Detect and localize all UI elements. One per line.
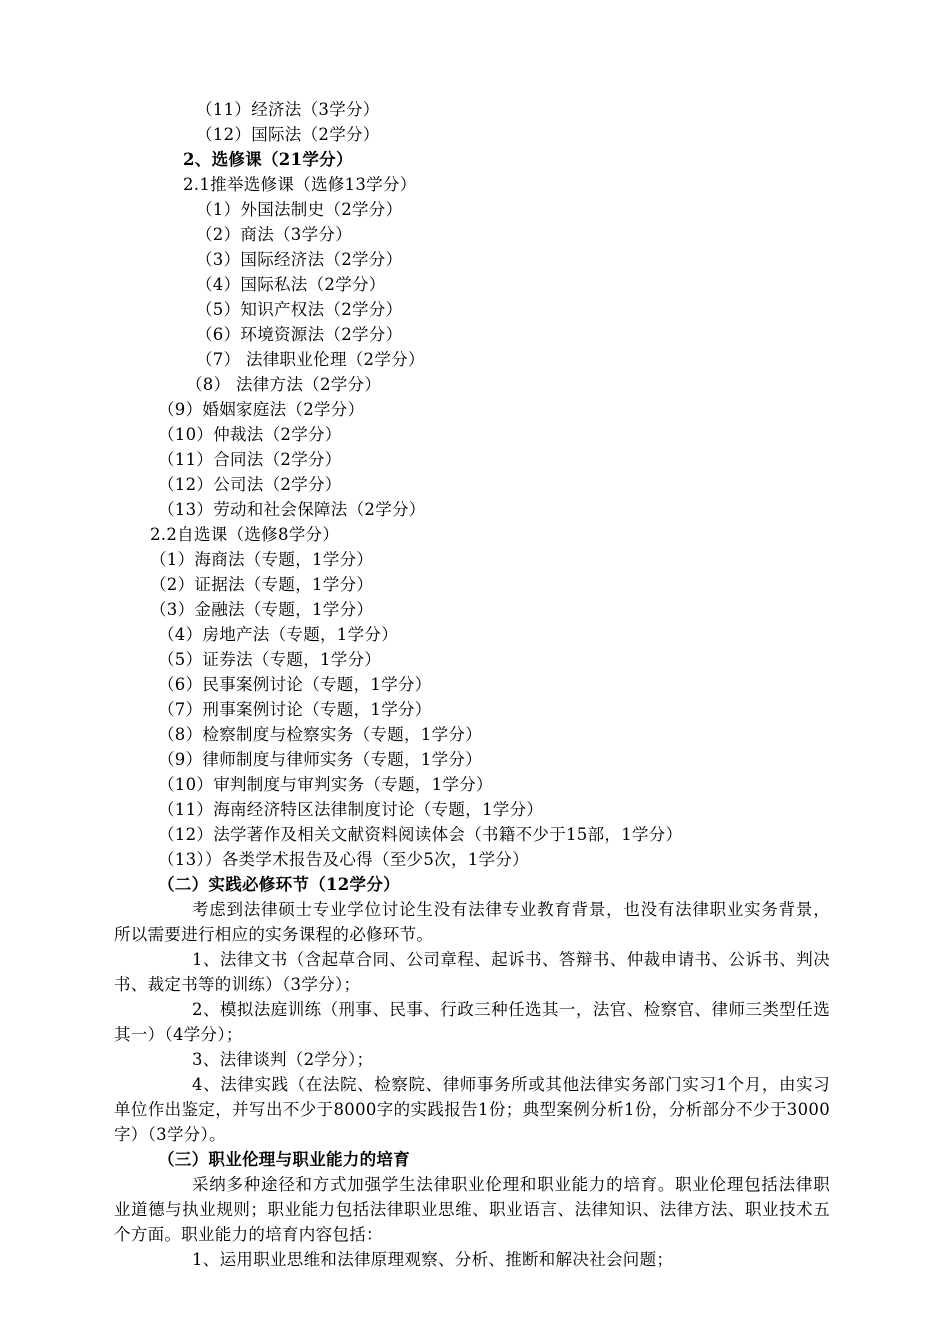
- paragraph-ethics-intro: 采纳多种途径和方式加强学生法律职业伦理和职业能力的培育。职业伦理包括法律职业道德与执业规则；职业能力包括法律职业思维、职业语言、法律知识、法律方法、职业技术五个方面。职业能力的培育内容包括：: [114, 1175, 830, 1244]
- list-item: （3）国际经济法（2学分）: [196, 250, 403, 269]
- list-item: （1）外国法制史（2学分）: [196, 200, 403, 219]
- list-item: （3）金融法（专题，1学分）: [150, 600, 374, 619]
- list-item: （13））各类学术报告及心得（至少5次，1学分）: [158, 850, 529, 869]
- list-item: （10）仲裁法（2学分）: [158, 425, 342, 444]
- list-item: （10）审判制度与审判实务（专题，1学分）: [158, 775, 493, 794]
- list-item: （7） 法律职业伦理（2学分）: [196, 350, 425, 369]
- subsection-heading-self-selected: 2.2自选课（选修8学分）: [150, 525, 340, 544]
- list-item: （11）合同法（2学分）: [158, 450, 342, 469]
- list-item: （5）知识产权法（2学分）: [196, 300, 403, 319]
- list-item: （8）检察制度与检察实务（专题，1学分）: [158, 725, 482, 744]
- list-item: （8） 法律方法（2学分）: [186, 375, 382, 394]
- list-item: （9）律师制度与律师实务（专题，1学分）: [158, 750, 482, 769]
- course-item-international-law: （12）国际法（2学分）: [196, 125, 380, 144]
- paragraph-negotiation: 3、法律谈判（2学分）；: [192, 1050, 374, 1069]
- paragraph-practice-intro: 考虑到法律硕士专业学位讨论生没有法律专业教育背景，也没有法律职业实务背景，所以需要进行相应的实务课程的必修环节。: [114, 900, 830, 944]
- list-item: （5）证券法（专题，1学分）: [158, 650, 382, 669]
- list-item: （12）法学著作及相关文献资料阅读体会（书籍不少于15部，1学分）: [158, 825, 683, 844]
- list-item: （4）国际私法（2学分）: [196, 275, 386, 294]
- paragraph-legal-documents: 1、法律文书（含起草合同、公司章程、起诉书、答辩书、仲裁申请书、公诉书、判决书、裁定书等的训练）（3学分）；: [114, 950, 830, 994]
- list-item: （2）商法（3学分）: [196, 225, 352, 244]
- subsection-heading-recommended: 2.1推举选修课（选修13学分）: [183, 175, 417, 194]
- list-item: （6）环境资源法（2学分）: [196, 325, 403, 344]
- paragraph-moot-court: 2、模拟法庭训练（刑事、民事、行政三种任选其一，法官、检察官、律师三类型任选其一）（4学分）；: [114, 1000, 830, 1044]
- list-item: （6）民事案例讨论（专题，1学分）: [158, 675, 432, 694]
- section-heading-ethics: （三）职业伦理与职业能力的培育: [158, 1150, 410, 1169]
- list-item: （13）劳动和社会保障法（2学分）: [158, 500, 426, 519]
- list-item: （7）刑事案例讨论（专题，1学分）: [158, 700, 432, 719]
- course-item-economic-law: （11）经济法（3学分）: [196, 100, 380, 119]
- list-item: （11）海南经济特区法律制度讨论（专题，1学分）: [158, 800, 544, 819]
- list-item: （9）婚姻家庭法（2学分）: [158, 400, 365, 419]
- section-heading-practice: （二）实践必修环节（12学分）: [158, 875, 400, 894]
- paragraph-legal-practice: 4、法律实践（在法院、检察院、律师事务所或其他法律实务部门实习1个月，由实习单位作出鉴定，并写出不少于8000字的实践报告1份；典型案例分析1份，分析部分不少于3000字）（3学分）。: [114, 1075, 830, 1144]
- paragraph-ability-1: 1、运用职业思维和法律原理观察、分析、推断和解决社会问题；: [192, 1250, 674, 1269]
- list-item: （2）证据法（专题，1学分）: [150, 575, 374, 594]
- list-item: （4）房地产法（专题，1学分）: [158, 625, 398, 644]
- list-item: （1）海商法（专题，1学分）: [150, 550, 374, 569]
- section-heading-electives: 2、选修课（21学分）: [183, 150, 353, 169]
- list-item: （12）公司法（2学分）: [158, 475, 342, 494]
